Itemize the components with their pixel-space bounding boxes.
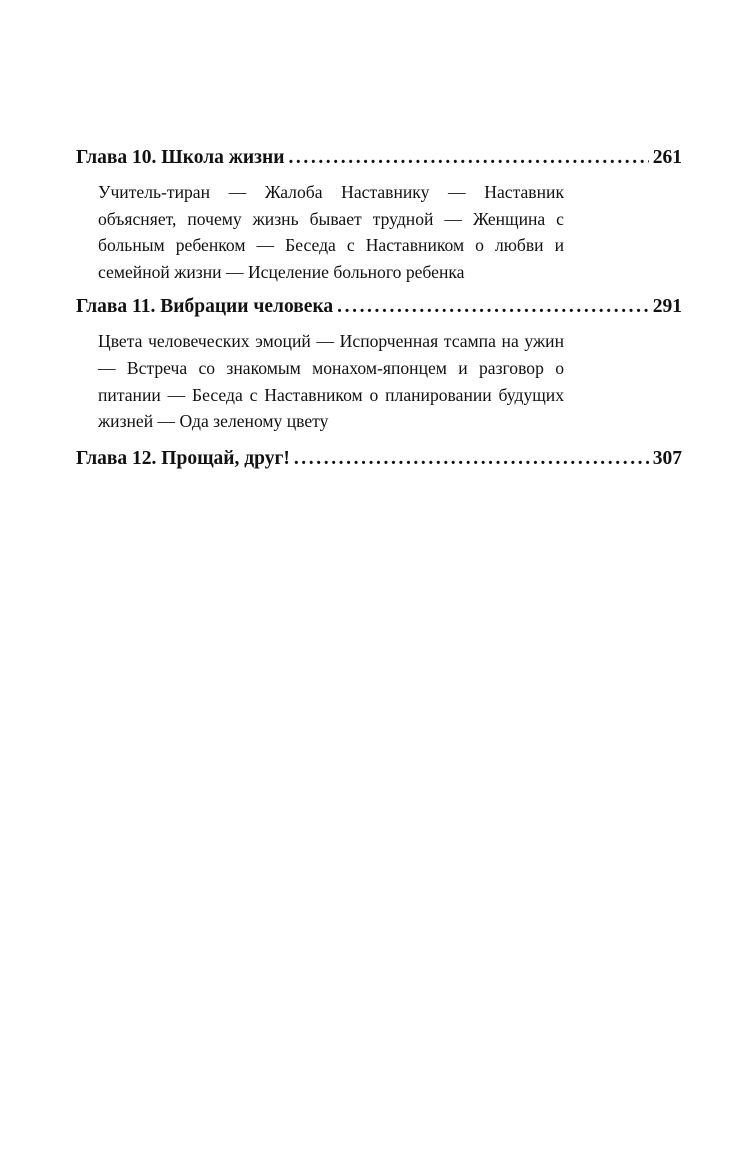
chapter-heading[interactable] bbox=[76, 293, 682, 321]
chapter-page-number: 261 bbox=[652, 147, 682, 168]
chapter-heading[interactable] bbox=[76, 144, 682, 172]
chapter-heading[interactable] bbox=[76, 445, 682, 473]
chapter-page-number: 307 bbox=[652, 447, 682, 469]
toc-entry-chapter-12 bbox=[76, 445, 682, 473]
dot-leader bbox=[288, 144, 648, 172]
toc-entry-chapter-11 bbox=[76, 293, 682, 434]
dot-leader bbox=[294, 445, 649, 473]
chapter-title: Глава 12. Прощай, друг! bbox=[76, 447, 290, 469]
toc-entry-chapter-10 bbox=[76, 144, 682, 285]
chapter-title: Глава 10. Школа жизни bbox=[76, 147, 285, 168]
table-of-contents bbox=[76, 144, 682, 473]
chapter-summary: Цвета человеческих эмоций — Испорченная тсампа на ужин — Встреча со знакомым монахом-японцем и разговор о питании — Беседа с Наставником о планировании будущих жизней — Ода зеленому цвету bbox=[98, 331, 564, 432]
dot-leader bbox=[337, 293, 649, 321]
chapter-page-number: 291 bbox=[652, 296, 682, 318]
chapter-summary: Учитель-тиран — Жалоба Наставнику — Наставник объясняет, почему жизнь бывает трудной — Женщина с больным ребенком — Беседа с Наставником о любви и семейной жизни — Исцеление больного ребенка bbox=[98, 182, 564, 282]
chapter-title: Глава 11. Вибрации человека bbox=[76, 296, 334, 318]
